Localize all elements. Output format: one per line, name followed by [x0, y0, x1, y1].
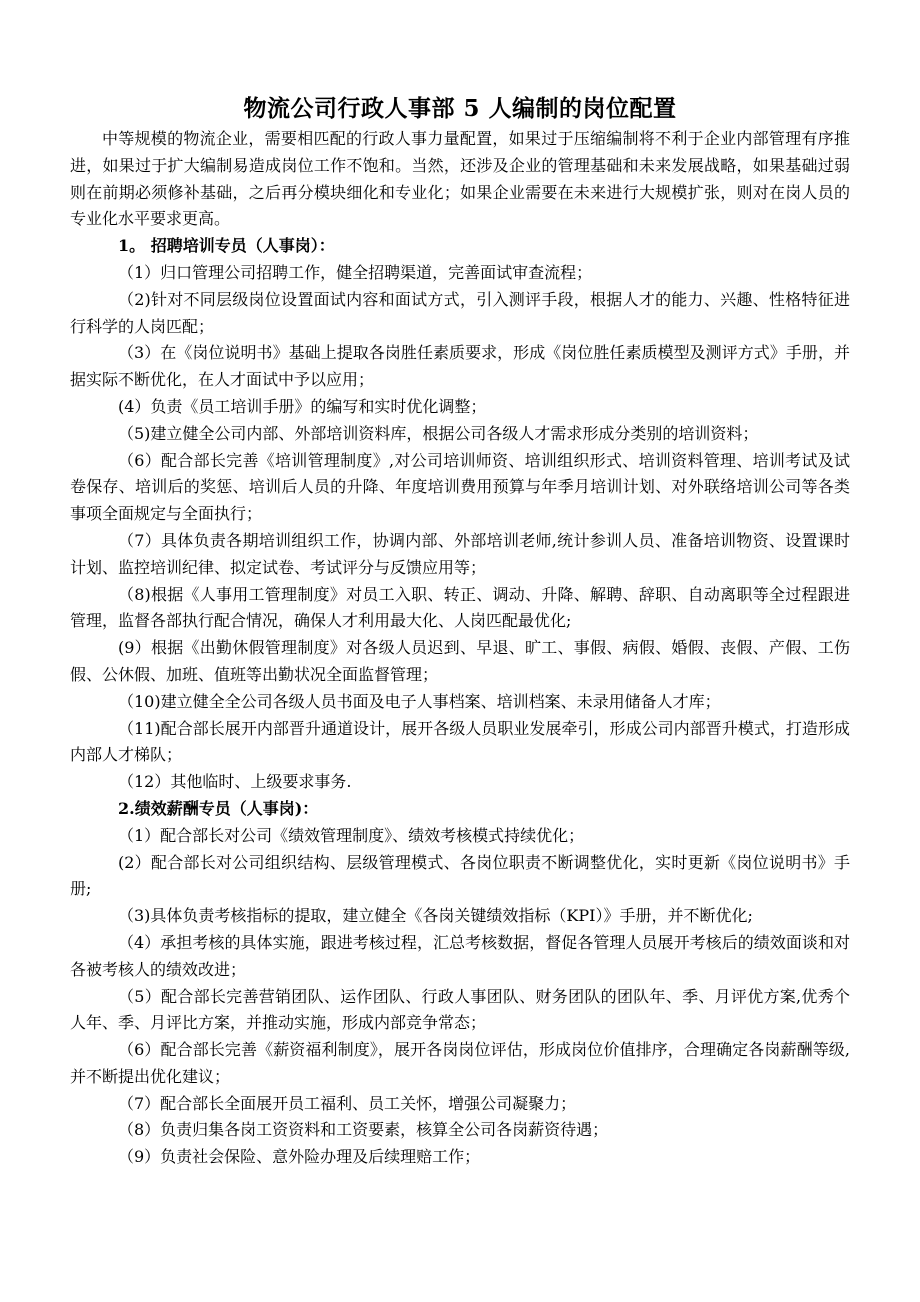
list-item: （8）负责归集各岗工资资料和工资要素，核算全公司各岗薪资待遇；: [118, 1120, 609, 1140]
list-item: （6）配合部长完善《薪资福利制度》，展开各岗岗位评估，形成岗位价值排序，合理确定各岗薪酬等级,并不断提出优化建议；: [70, 1040, 850, 1086]
document-title: 物流公司行政人事部 5 人编制的岗位配置: [243, 95, 677, 122]
list-item: （11)配合部长展开内部晋升通道设计，展开各级人员职业发展牵引，形成公司内部晋升模式，打造形成内部人才梯队；: [70, 718, 850, 765]
list-item: （8)根据《人事用工管理制度》对员工入职、转正、调动、升降、解聘、辞职、自动离职等全过程跟进管理，监督各部执行配合情况，确保人才利用最大化、人岗匹配最优化;: [70, 584, 850, 631]
list-item: （9）负责社会保险、意外险办理及后续理赔工作；: [118, 1147, 481, 1167]
section-heading-performance-compensation: 2.绩效薪酬专员（人事岗)：: [118, 798, 319, 818]
list-item: （10)建立健全全公司各级人员书面及电子人事档案、培训档案、未录用储备人才库；: [118, 691, 721, 711]
list-item: （1）归口管理公司招聘工作，健全招聘渠道，完善面试审查流程；: [118, 262, 593, 282]
intro-paragraph: 中等规模的物流企业，需要相匹配的行政人事力量配置，如果过于压缩编制将不利于企业内部管理有序推进，如果过于扩大编制易造成岗位工作不饱和。当然，还涉及企业的管理基础和未来发展战略，如果基础过弱则在前期必须修补基础，之后再分模块细化和专业化；如果企业需要在未来进行大规模扩张，则对在岗人员的专业化水平要求更高。: [70, 129, 850, 229]
list-item: （7）具体负责各期培训组织工作，协调内部、外部培训老师,统计参训人员、准备培训物资、设置课时计划、监控培训纪律、拟定试卷、考试评分与反馈应用等；: [70, 530, 850, 577]
list-item: (2）配合部长对公司组织结构、层级管理模式、各岗位职责不断调整优化，实时更新《岗位说明书》手册;: [70, 852, 850, 899]
list-item: （3)具体负责考核指标的提取，建立健全《各岗关键绩效指标（KPI）》手册，并不断优化;: [118, 906, 753, 926]
document-body: [70, 126, 850, 1171]
list-item: （1）配合部长对公司《绩效管理制度》、绩效考核模式持续优化；: [118, 825, 585, 845]
list-item: （5)建立健全公司内部、外部培训资料库，根据公司各级人才需求形成分类别的培训资料；: [118, 423, 759, 443]
list-item: （7）配合部长全面展开员工福利、员工关怀，增强公司凝聚力；: [118, 1093, 577, 1113]
list-item: （4）承担考核的具体实施，跟进考核过程，汇总考核数据，督促各管理人员展开考核后的绩效面谈和对各被考核人的绩效改进；: [70, 932, 850, 979]
list-item: （2)针对不同层级岗位设置面试内容和面试方式，引入测评手段，根据人才的能力、兴趣、性格特征进行科学的人岗匹配；: [70, 289, 850, 336]
list-item: (4）负责《员工培训手册》的编写和实时优化调整；: [118, 396, 487, 416]
section-heading-recruitment-training: 1。 招聘培训专员（人事岗）：: [118, 236, 335, 256]
list-item: （5）配合部长完善营销团队、运作团队、行政人事团队、财务团队的团队年、季、月评优方案,优秀个人年、季、月评比方案，并推动实施，形成内部竞争常态；: [70, 986, 850, 1033]
list-item: （3）在《岗位说明书》基础上提取各岗胜任素质要求，形成《岗位胜任素质模型及测评方式》手册，并据实际不断优化，在人才面试中予以应用；: [70, 343, 850, 390]
list-item: (9）根据《出勤休假管理制度》对各级人员迟到、早退、旷工、事假、病假、婚假、丧假、产假、工伤假、公休假、加班、值班等出勤状况全面监督管理；: [70, 638, 850, 684]
list-item: （6）配合部长完善《培训管理制度》,对公司培训师资、培训组织形式、培训资料管理、培训考试及试卷保存、培训后的奖惩、培训后人员的升降、年度培训费用预算与年季月培训计划、对外联络培训公司等各类事项全面规定与全面执行；: [70, 450, 850, 524]
list-item: （12）其他临时、上级要求事务.: [118, 772, 352, 792]
